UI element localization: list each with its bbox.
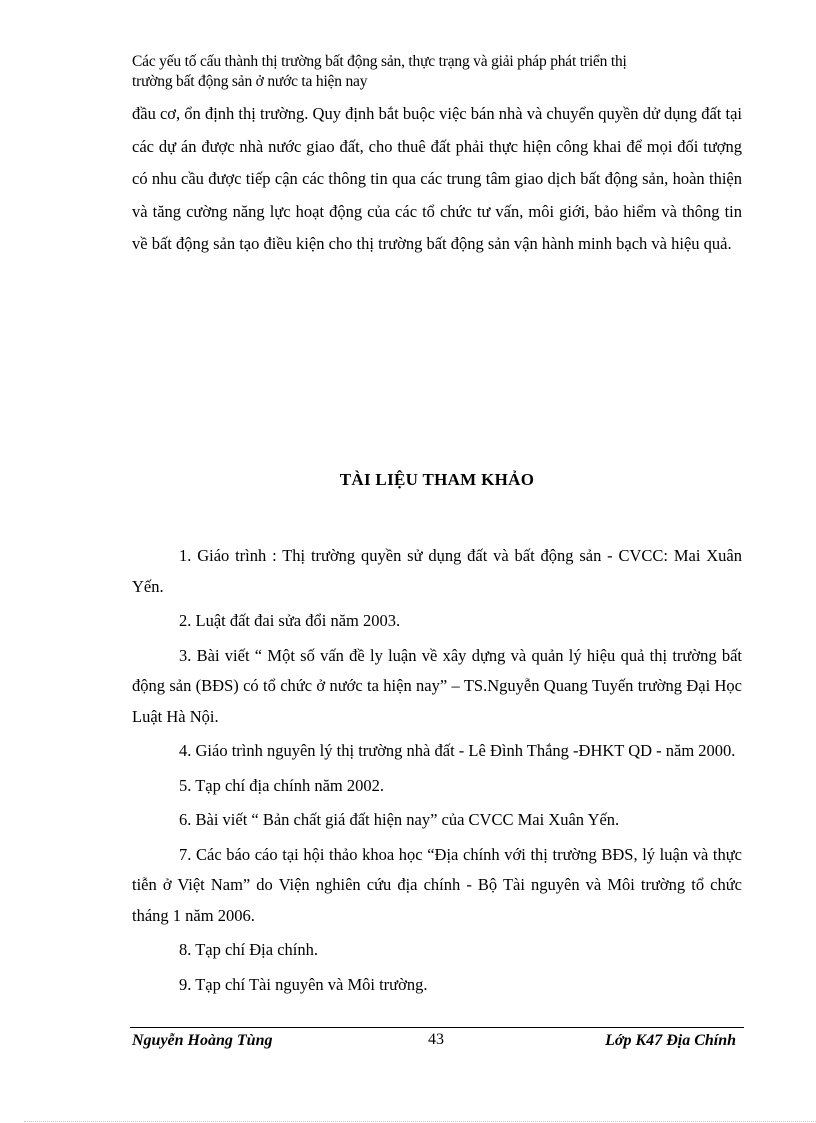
- reference-item: 8. Tạp chí Địa chính.: [179, 940, 318, 959]
- running-header: [132, 52, 732, 92]
- body-paragraph: đầu cơ, ổn định thị trường. Quy định bắt buộc việc bán nhà và chuyển quyền dử dụng đất tại các dự án được nhà nước giao đất, cho thuê đất phải thực hiện công khai để mọi đối tượng có nhu cầu được tiếp cận các thông tin qua các trung tâm giao dịch bất động sản, hoàn thiện và tăng cường năng lực hoạt động của các tổ chức tư vấn, môi giới, bảo hiểm và thông tin về bất động sản tạo điều kiện cho thị trường bất động sản vận hành minh bạch và hiệu quả.: [132, 104, 742, 253]
- page-edge-divider: [24, 1121, 816, 1122]
- footer-divider: [130, 1027, 744, 1028]
- footer-class: Lớp K47 Địa Chính: [605, 1032, 736, 1049]
- references-heading: TÀI LIỆU THAM KHẢO: [339, 470, 535, 489]
- footer-author: Nguyễn Hoàng Tùng: [132, 1032, 273, 1049]
- reference-item: 7. Các báo cáo tại hội thảo khoa học “Địa chính với thị trường BĐS, lý luận và thực tiễn ở Việt Nam” do Viện nghiên cứu địa chính - Bộ Tài nguyên và Môi trường tổ chức tháng 1 năm 2006.: [132, 844, 742, 925]
- page-number: 43: [428, 1031, 444, 1048]
- reference-item: 2. Luật đất đai sửa đổi năm 2003.: [179, 611, 401, 630]
- header-line-2: trường bất động sản ở nước ta hiện nay: [132, 73, 368, 90]
- reference-item: 3. Bài viết “ Một số vấn đề ly luận về xây dựng và quản lý hiệu quả thị trường bất động sản (BĐS) có tổ chức ở nước ta hiện nay” – TS.Nguyễn Quang Tuyến trường Đại Học Luật Hà Nội.: [132, 645, 742, 726]
- reference-item: 6. Bài viết “ Bản chất giá đất hiện nay” của CVCC Mai Xuân Yến.: [179, 810, 620, 829]
- header-line-1: Các yếu tố cấu thành thị trường bất động sản, thực trạng và giải pháp phát triển thị: [132, 53, 627, 70]
- reference-item: 9. Tạp chí Tài nguyên và Môi trường.: [179, 974, 428, 994]
- reference-item: 4. Giáo trình nguyên lý thị trường nhà đất - Lê Đình Thắng -ĐHKT QD - năm 2000.: [179, 741, 736, 760]
- reference-item: 1. Giáo trình : Thị trường quyền sử dụng đất và bất động sản - CVCC: Mai Xuân Yến.: [132, 546, 742, 596]
- references-list: [132, 541, 742, 1004]
- reference-item: 5. Tạp chí địa chính năm 2002.: [179, 775, 384, 795]
